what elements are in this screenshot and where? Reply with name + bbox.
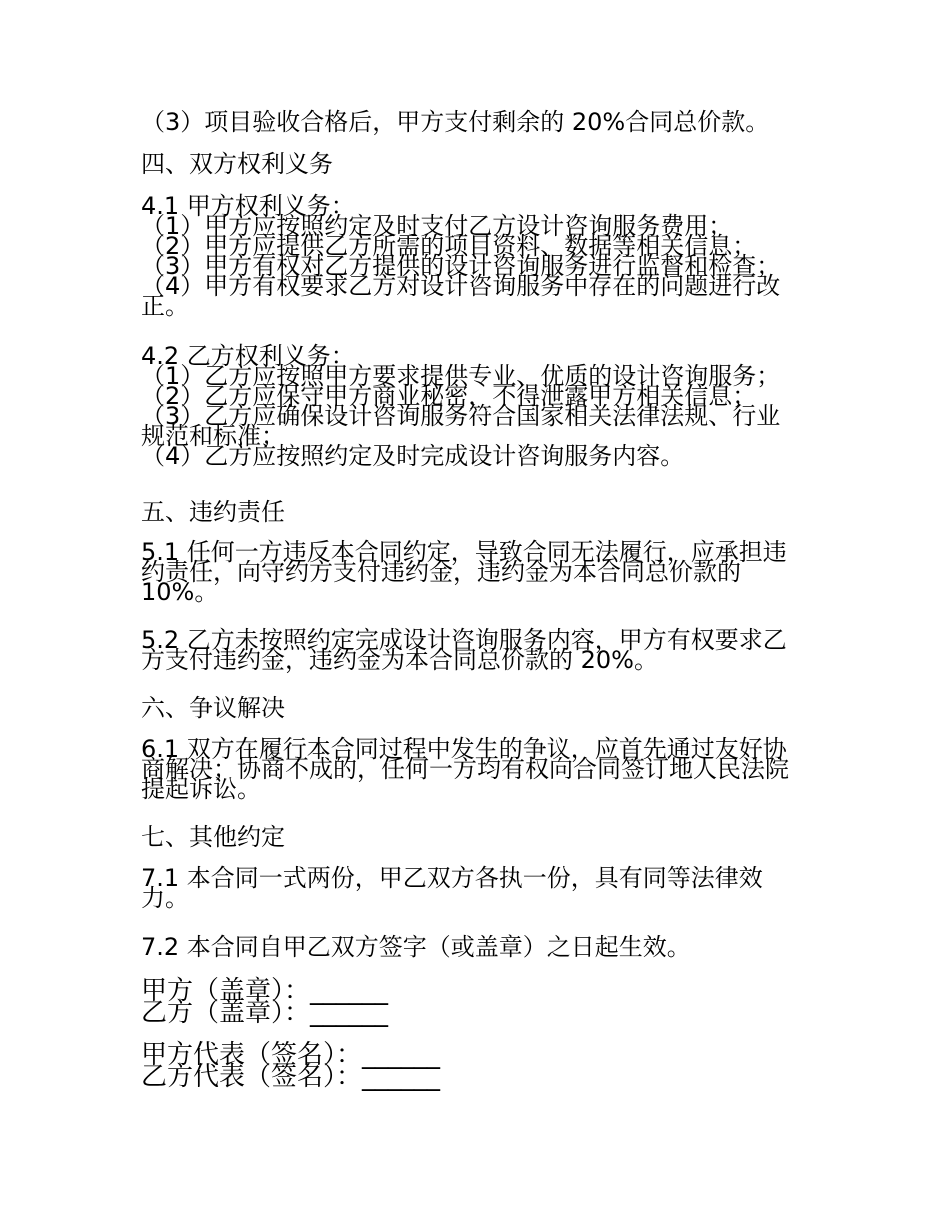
party-a-seal-line: 甲方（盖章）：______ bbox=[141, 976, 389, 1006]
list-item: （1）乙方应按照甲方要求提供专业、优质的设计咨询服务； bbox=[141, 362, 781, 390]
list-item: （3）甲方有权对乙方提供的设计咨询服务进行监督和检查； bbox=[141, 252, 781, 280]
list-item: （4）甲方有权要求乙方对设计咨询服务中存在的问题进行改 bbox=[141, 272, 781, 300]
section-4-1-title: 4.1 甲方权利义务： bbox=[141, 192, 355, 220]
list-item: （2）乙方应保守甲方商业秘密，不得泄露甲方相关信息； bbox=[141, 382, 757, 410]
paragraph-line: 10%。 bbox=[141, 578, 219, 606]
paragraph-line: 力。 bbox=[141, 884, 189, 912]
seal-block bbox=[141, 976, 389, 1028]
section-5-1 bbox=[141, 538, 816, 606]
list-item: （1）甲方应按照约定及时支付乙方设计咨询服务费用； bbox=[141, 212, 733, 240]
paragraph-line: 约责任，向守约方支付违约金，违约金为本合同总价款的 bbox=[141, 558, 741, 586]
section-4-1 bbox=[141, 192, 816, 320]
list-item: （4）乙方应按照约定及时完成设计咨询服务内容。 bbox=[141, 442, 685, 470]
party-b-representative-line: 乙方代表（签名）：______ bbox=[141, 1062, 441, 1092]
paragraph-line: 6.1 双方在履行本合同过程中发生的争议，应首先通过友好协 bbox=[141, 735, 787, 763]
payment-item-3: （3）项目验收合格后，甲方支付剩余的 20%合同总价款。 bbox=[141, 108, 770, 136]
paragraph-line: 7.1 本合同一式两份，甲乙双方各执一份，具有同等法律效 bbox=[141, 864, 763, 892]
section-7-1 bbox=[141, 864, 816, 912]
section-5-2 bbox=[141, 626, 816, 674]
paragraph-line: 提起诉讼。 bbox=[141, 775, 261, 803]
paragraph-line: 方支付违约金，违约金为本合同总价款的 20%。 bbox=[141, 646, 658, 674]
signature-block bbox=[141, 1040, 441, 1092]
party-b-seal-line: 乙方（盖章）：______ bbox=[141, 998, 389, 1028]
section-6-heading: 六、争议解决 bbox=[141, 694, 285, 722]
section-4-2 bbox=[141, 342, 816, 470]
list-item: 规范和标准； bbox=[141, 422, 285, 450]
paragraph-line: 5.2 乙方未按照约定完成设计咨询服务内容，甲方有权要求乙 bbox=[141, 626, 787, 654]
section-5-heading: 五、违约责任 bbox=[141, 498, 285, 526]
list-item: （2）甲方应提供乙方所需的项目资料、数据等相关信息； bbox=[141, 232, 757, 260]
paragraph-line: 商解决；协商不成的，任何一方均有权向合同签订地人民法院 bbox=[141, 755, 789, 783]
section-7-2: 7.2 本合同自甲乙双方签字（或盖章）之日起生效。 bbox=[141, 933, 691, 961]
section-6-1 bbox=[141, 735, 816, 803]
paragraph-line: 5.1 任何一方违反本合同约定，导致合同无法履行，应承担违 bbox=[141, 538, 787, 566]
list-item: （3）乙方应确保设计咨询服务符合国家相关法律法规、行业 bbox=[141, 402, 781, 430]
list-item: 正。 bbox=[141, 292, 189, 320]
party-a-representative-line: 甲方代表（签名）：______ bbox=[141, 1040, 441, 1070]
section-4-2-title: 4.2 乙方权利义务： bbox=[141, 342, 355, 370]
section-7-heading: 七、其他约定 bbox=[141, 823, 285, 851]
section-4-heading: 四、双方权利义务 bbox=[141, 150, 333, 178]
